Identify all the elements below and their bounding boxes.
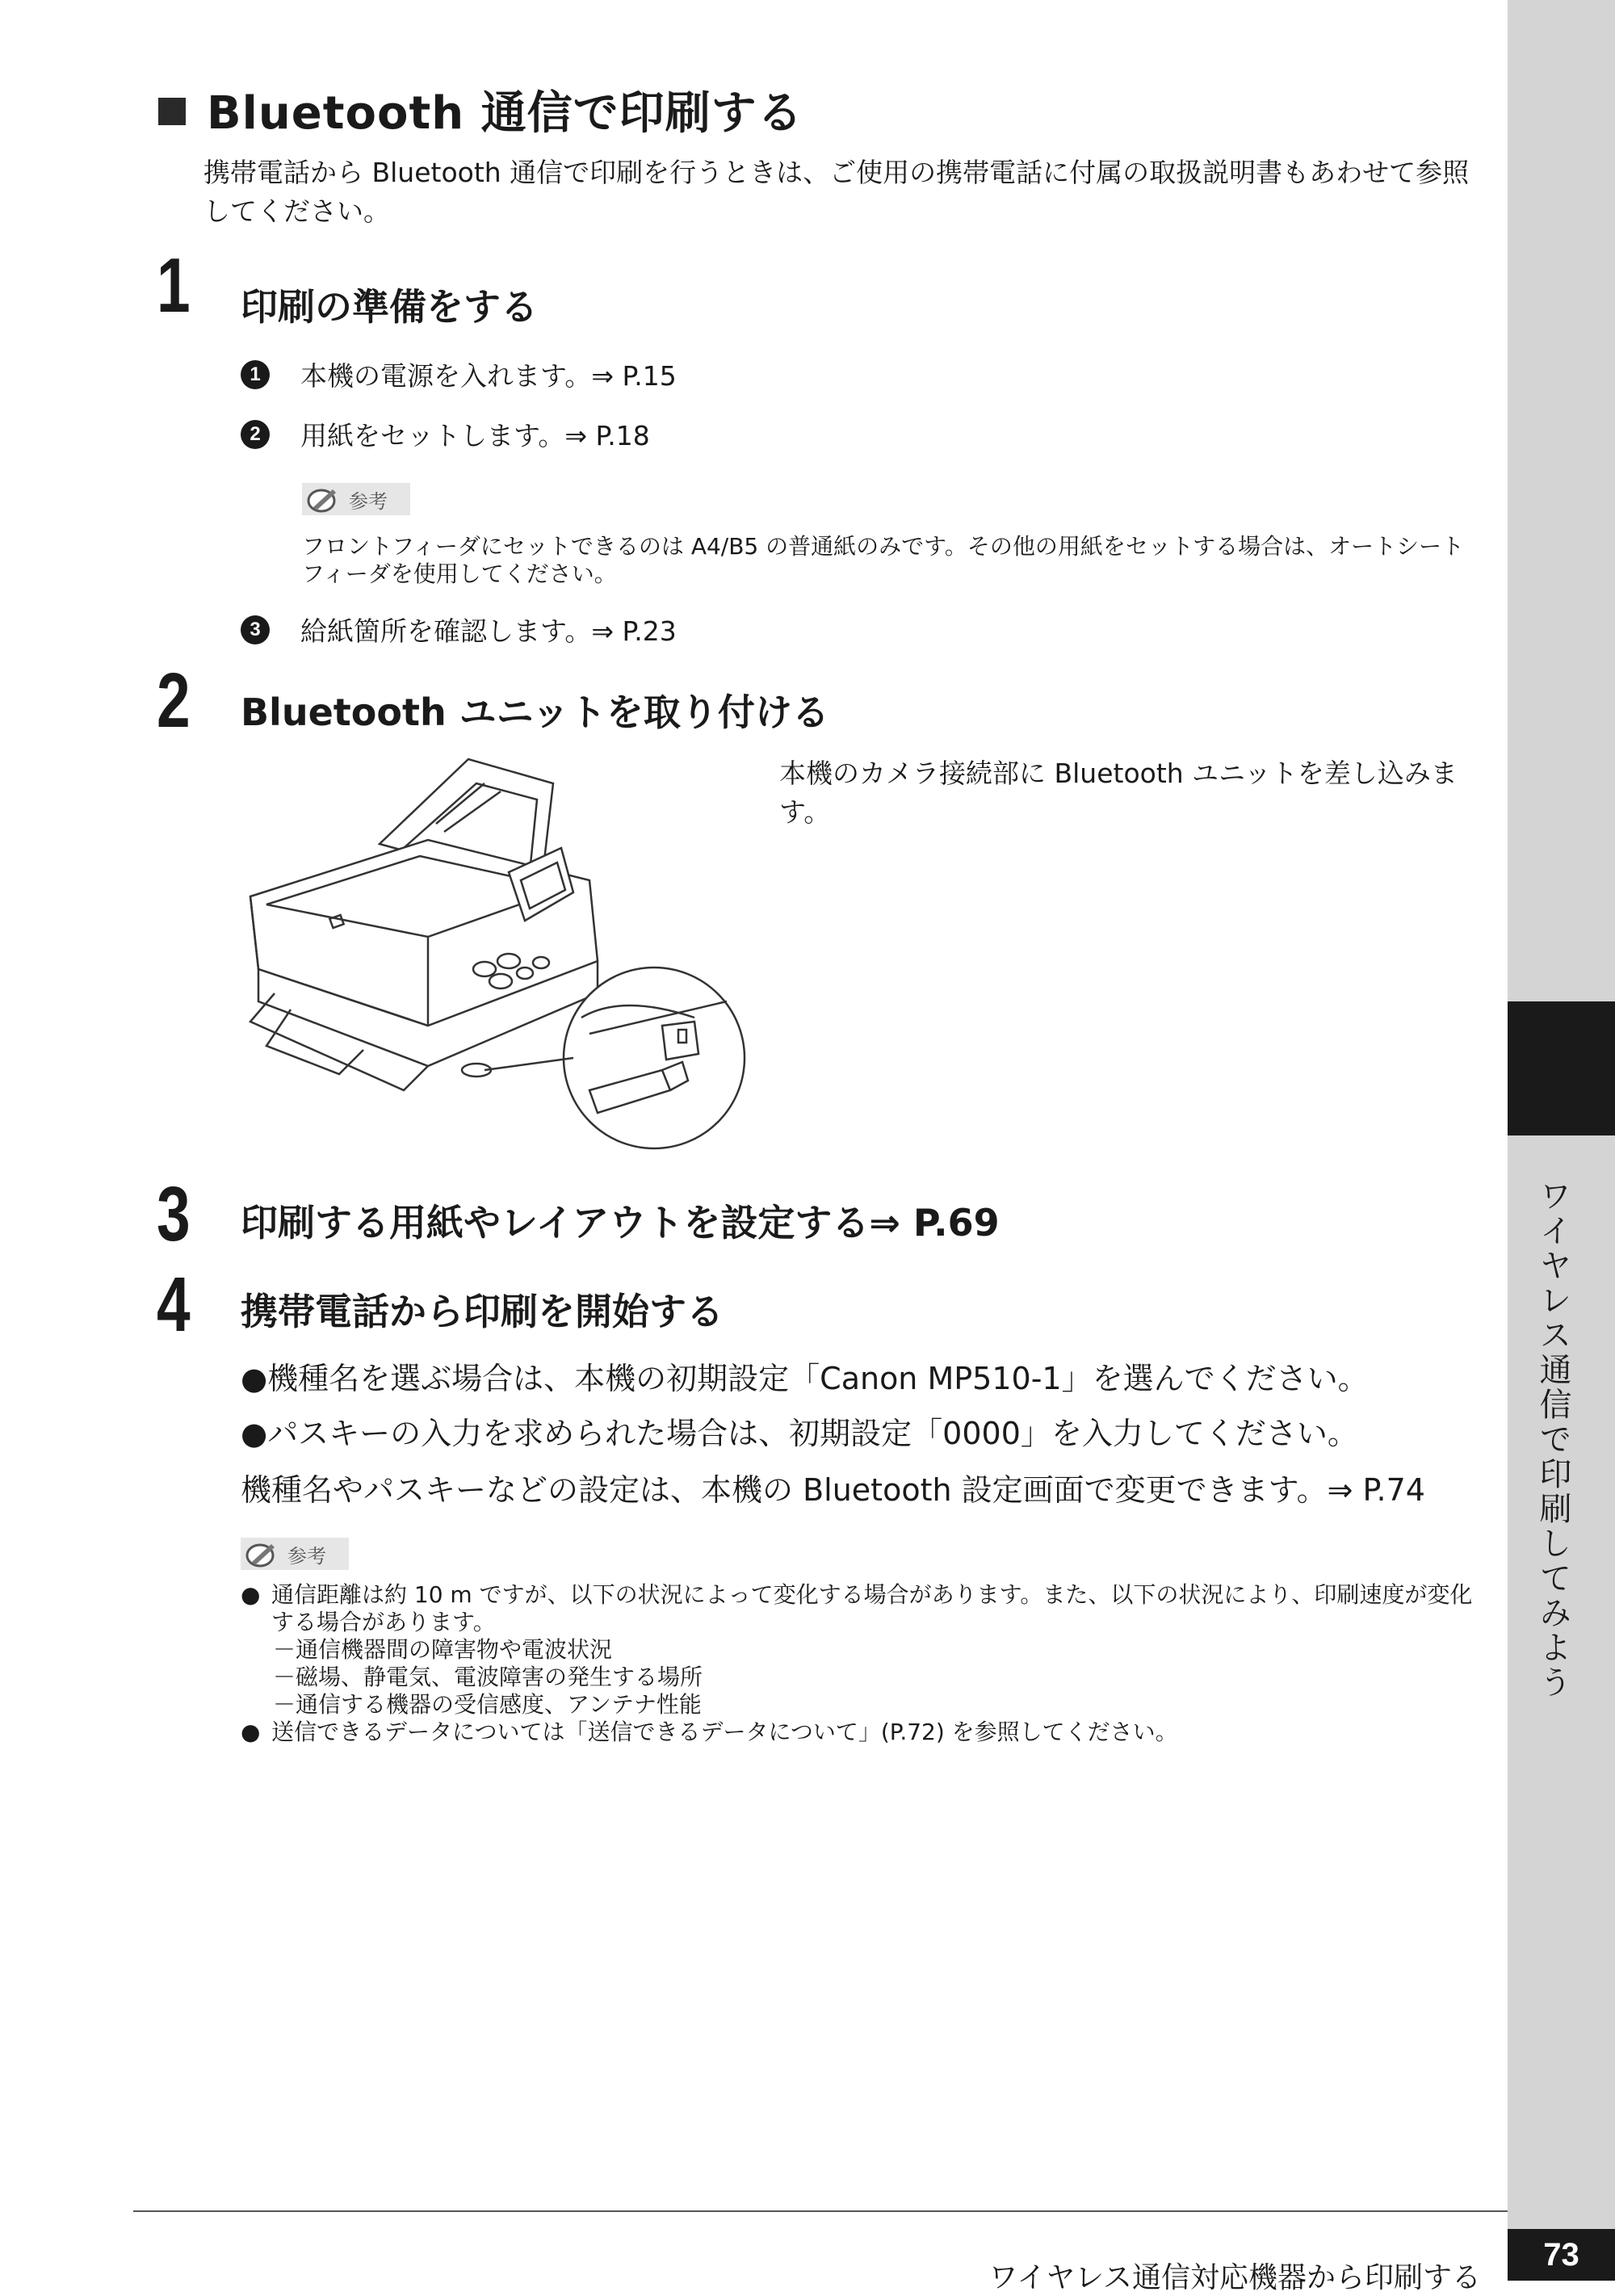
substep-text: 本機の電源を入れます。⇒ P.15: [300, 360, 677, 392]
pencil-icon: [305, 485, 341, 514]
substep-text: 給紙箇所を確認します。⇒ P.23: [300, 615, 677, 647]
step-title-1: 印刷の準備をする: [241, 285, 538, 329]
note-text: フロントフィーダにセットできるのは A4/B5 の普通紙のみです。その他の用紙をセットする場合は、オートシートフィーダを使用してください。: [302, 533, 1465, 587]
printer-illustration: [242, 751, 767, 1155]
footer-rule: [133, 2210, 1508, 2212]
note-list-item: [241, 1581, 1484, 1719]
sidebar-chapter-marker: [1508, 1001, 1615, 1135]
bullet-icon: ●: [241, 1581, 261, 1608]
sidebar-tab: [1508, 0, 1615, 2281]
circled-number-1: 1: [241, 360, 270, 389]
note-subitem: －磁場、静電気、電波障害の発生する場所: [273, 1664, 703, 1690]
pencil-icon: [244, 1539, 279, 1568]
note-badge-label: 参考: [287, 1544, 326, 1568]
note-badge-label: 参考: [349, 489, 388, 513]
step-number-3: 3: [157, 1171, 191, 1257]
footer-chapter-title: ワイヤレス通信対応機器から印刷する: [988, 2261, 1481, 2294]
note-subitem: －通信機器間の障害物や電波状況: [273, 1636, 613, 1663]
bullet-icon: ●: [241, 1719, 261, 1745]
circled-number-3: 3: [241, 615, 270, 644]
substep-2: [241, 415, 650, 453]
step-title-3: 印刷する用紙やレイアウトを設定する⇒ P.69: [241, 1201, 1000, 1245]
intro-text: 携帯電話から Bluetooth 通信で印刷を行うときは、ご使用の携帯電話に付属の取扱説明書もあわせて参照してください。: [203, 157, 1470, 227]
step-number-2: 2: [157, 657, 191, 744]
note-item-text: 送信できるデータについては「送信できるデータについて」(P.72) を参照してください。: [271, 1719, 1178, 1745]
square-bullet-icon: [158, 98, 186, 125]
note-badge: [241, 1538, 349, 1570]
substep-3: [241, 611, 677, 649]
section-title: [158, 78, 803, 142]
substep-1: [241, 355, 677, 393]
bullet-item: ●パスキーの入力を求められた場合は、初期設定「0000」を入力してください。: [241, 1416, 1358, 1451]
step-number-4: 4: [157, 1261, 191, 1348]
step-title-4: 携帯電話から印刷を開始する: [241, 1290, 724, 1333]
bullet-item: ●機種名を選ぶ場合は、本機の初期設定「Canon MP510-1」を選んでください。: [241, 1361, 1369, 1396]
note-list-item: [241, 1719, 1484, 1746]
step-4-paragraph: 機種名やパスキーなどの設定は、本機の Bluetooth 設定画面で変更できます。⇒ P.74: [241, 1472, 1425, 1508]
substep-text: 用紙をセットします。⇒ P.18: [300, 420, 650, 451]
note-item-text: 通信距離は約 10 m ですが、以下の状況によって変化する場合があります。また、以下の状況により、印刷速度が変化する場合があります。: [271, 1581, 1473, 1635]
step-2-text: 本機のカメラ接続部に Bluetooth ユニットを差し込みます。: [779, 758, 1458, 828]
note-subitem: －通信する機器の受信感度、アンテナ性能: [273, 1691, 702, 1718]
note-list: [241, 1581, 1484, 1746]
note-badge: [302, 483, 410, 515]
section-title-text: Bluetooth 通信で印刷する: [207, 87, 803, 140]
step-number-1: 1: [157, 242, 191, 329]
circled-number-2: 2: [241, 420, 270, 449]
step-title-2: Bluetooth ユニットを取り付ける: [241, 690, 829, 734]
page-number: 73: [1508, 2229, 1615, 2281]
sidebar-chapter-label: ワイヤレス通信で印刷してみよう: [1534, 1179, 1571, 1700]
